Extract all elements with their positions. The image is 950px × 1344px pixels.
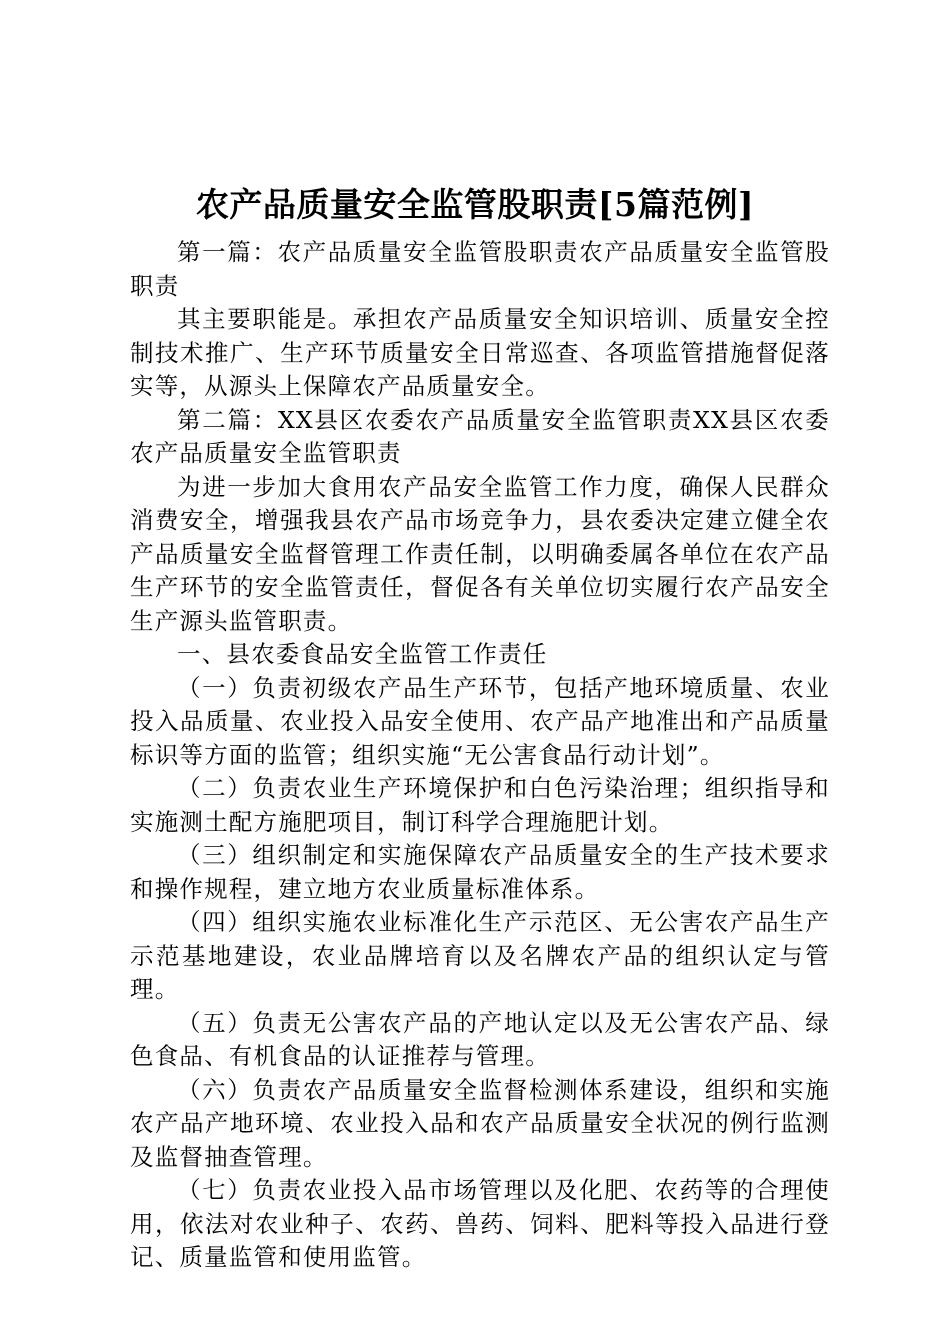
paragraph: （六）负责农产品质量安全监督检测体系建设，组织和实施农产品产地环境、农业投入品和农产品质量安全状况的例行监测及监督抽查管理。 xyxy=(130,1075,830,1171)
paragraph: （七）负责农业投入品市场管理以及化肥、农药等的合理使用，依法对农业种子、农药、兽药、饲料、肥料等投入品进行登记、质量监管和使用监管。 xyxy=(130,1176,830,1271)
paragraph: （四）组织实施农业标准化生产示范区、无公害农产品生产示范基地建设，农业品牌培育以及名牌农产品的组织认定与管理。 xyxy=(130,908,830,1003)
paragraph: （三）组织制定和实施保障农产品质量安全的生产技术要求和操作规程，建立地方农业质量标准体系。 xyxy=(130,841,830,903)
paragraph: 第一篇：农产品质量安全监管股职责农产品质量安全监管股职责 xyxy=(130,238,830,300)
section-heading: 一、县农委食品安全监管工作责任 xyxy=(177,640,548,668)
paragraph: 为进一步加大食用农产品安全监管工作力度，确保人民群众消费安全，增强我县农产品市场竞争力，县农委决定建立健全农产品质量安全监督管理工作责任制，以明确委属各单位在农产品生产环节的安全监管责任，督促各有关单位切实履行农产品安全生产源头监管职责。 xyxy=(130,472,830,635)
paragraph: （五）负责无公害农产品的产地认定以及无公害农产品、绿色食品、有机食品的认证推荐与管理。 xyxy=(130,1008,830,1070)
paragraph: （二）负责农业生产环境保护和白色污染治理；组织指导和实施测土配方施肥项目，制订科学合理施肥计划。 xyxy=(130,774,830,836)
document-body xyxy=(130,236,830,1275)
paragraph: 第二篇：XX县区农委农产品质量安全监管职责XX县区农委农产品质量安全监管职责 xyxy=(130,405,830,467)
paragraph: （一）负责初级农产品生产环节，包括产地环境质量、农业投入品质量、农业投入品安全使用、农产品产地准出和产品质量标识等方面的监管；组织实施“无公害食品行动计划”。 xyxy=(130,673,830,769)
paragraph: 其主要职能是。承担农产品质量安全知识培训、质量安全控制技术推广、生产环节质量安全日常巡查、各项监管措施督促落实等，从源头上保障农产品质量安全。 xyxy=(130,305,830,400)
document-title: 农产品质量安全监管股职责[5篇范例] xyxy=(195,185,755,224)
